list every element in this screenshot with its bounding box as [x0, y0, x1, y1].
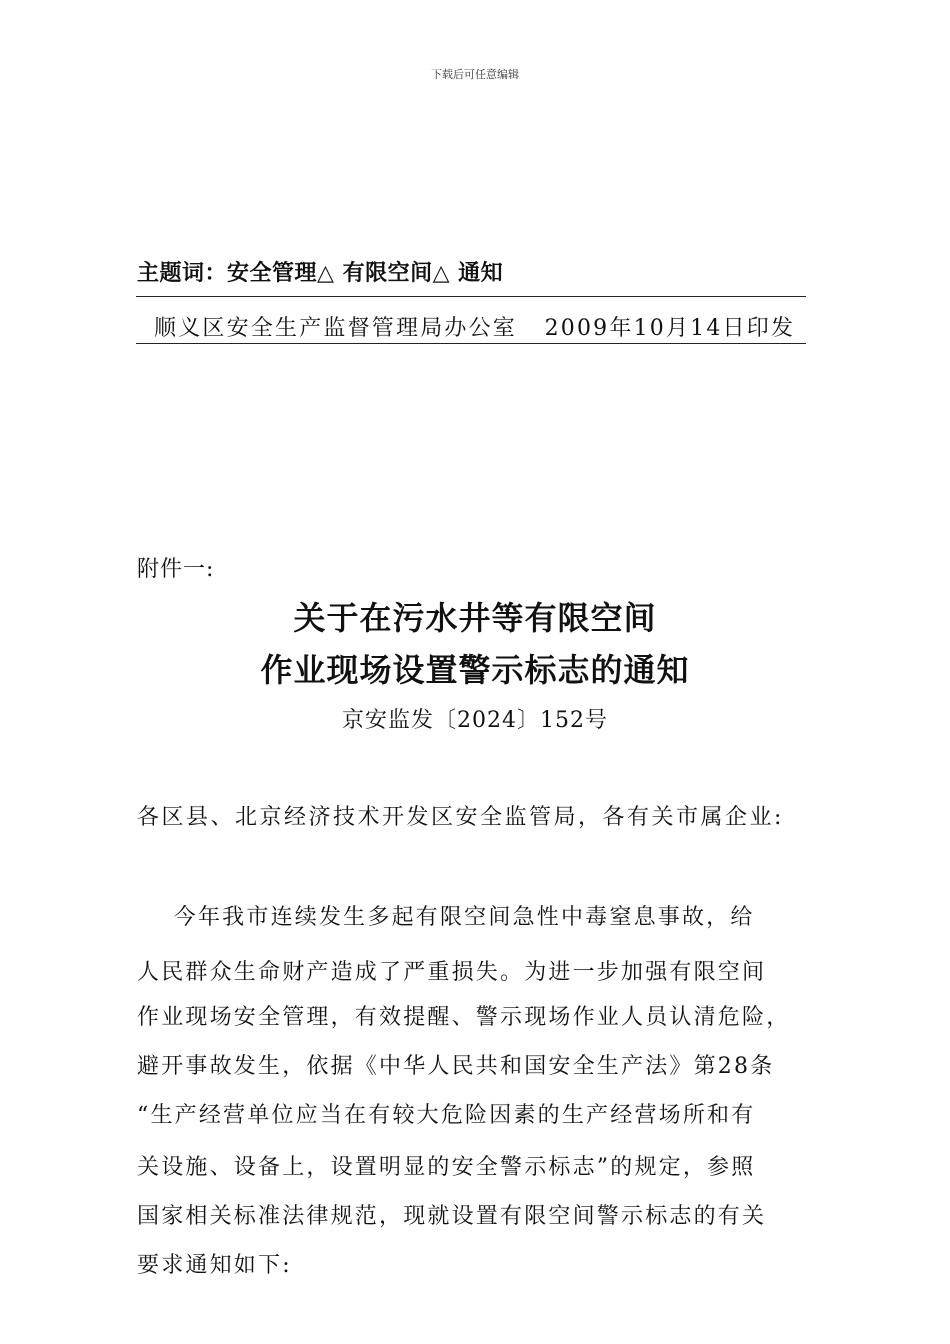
divider-bottom	[136, 343, 806, 344]
issuer-line: 顺义区安全生产监督管理局办公室 2009年10月14日印发	[154, 316, 796, 341]
body-line: 避开事故发生，依据《中华人民共和国安全生产法》第28条	[137, 1054, 775, 1079]
keywords-line: 主题词：安全管理△ 有限空间△ 通知	[137, 261, 504, 286]
body-line: 人民群众生命财产造成了严重损失。为进一步加强有限空间	[137, 960, 767, 985]
document-title-line-1: 关于在污水井等有限空间	[293, 599, 657, 637]
body-line: 作业现场安全管理，有效提醒、警示现场作业人员认清危险，	[137, 1005, 791, 1030]
body-line: 今年我市连续发生多起有限空间急性中毒窒息事故，给	[137, 905, 755, 930]
body-line: 要求通知如下:	[137, 1253, 292, 1278]
body-line: 关设施、设备上，设置明显的安全警示标志”的规定，参照	[137, 1155, 756, 1180]
header-note: 下载后可任意编辑	[431, 68, 519, 81]
attachment-label: 附件一:	[137, 557, 215, 582]
document-number: 京安监发〔2024〕152号	[342, 708, 608, 733]
salutation: 各区县、北京经济技术开发区安全监管局，各有关市属企业:	[137, 805, 784, 830]
document-title-line-2: 作业现场设置警示标志的通知	[260, 651, 690, 689]
body-line: 国家相关标准法律规范，现就设置有限空间警示标志的有关	[137, 1204, 767, 1229]
body-line: “生产经营单位应当在有较大危险因素的生产经营场所和有	[137, 1103, 756, 1128]
divider-top	[136, 296, 806, 297]
